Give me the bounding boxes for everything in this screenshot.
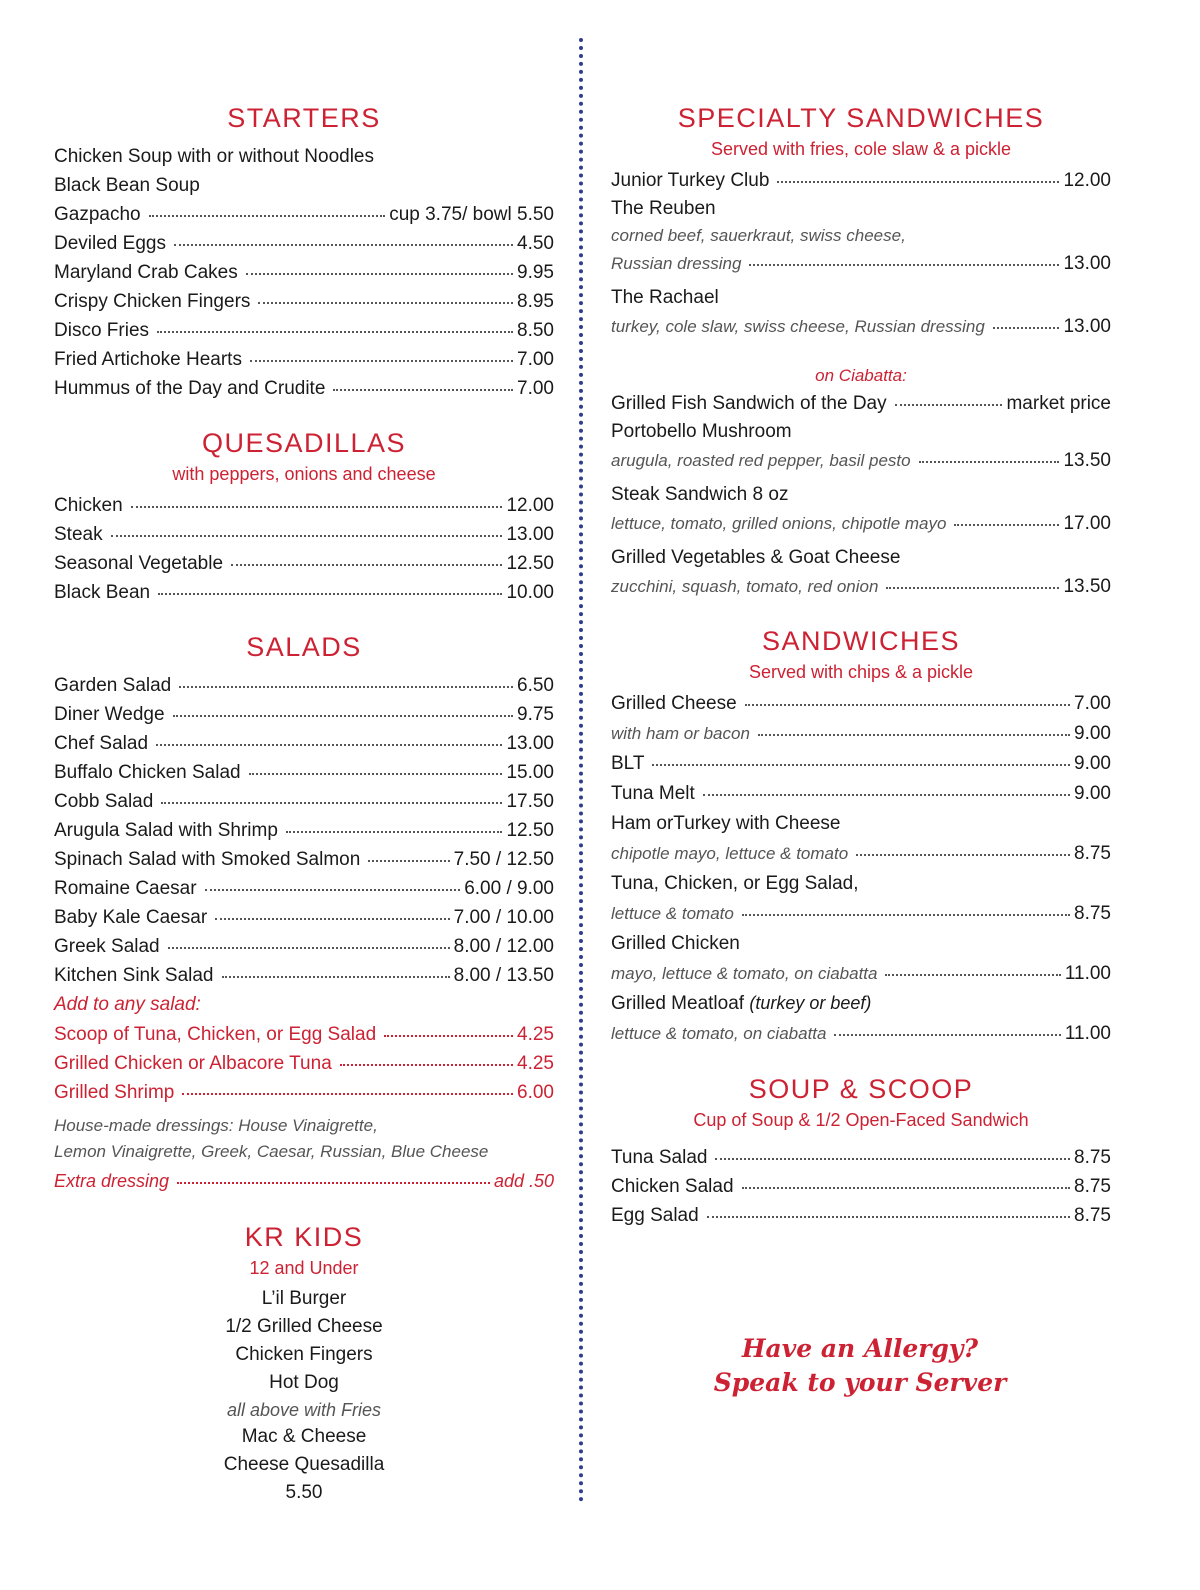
menu-item-price: 4.25 [517,1053,554,1074]
salads-list [54,671,554,990]
menu-item-name: Chicken [54,495,123,516]
menu-item-price: 8.75 [1074,1147,1111,1168]
menu-item: BLT 9.00 [611,753,1111,774]
menu-item-name: Grilled Chicken or Albacore Tuna [54,1053,332,1074]
menu-item-price: 10.00 [506,582,554,603]
menu-item-desc: corned beef, sauerkraut, swiss cheese, [611,226,906,245]
sandwiches-title: SANDWICHES [761,626,960,656]
menu-item-price: 9.75 [517,704,554,725]
menu-item-title: Ham orTurkey with Cheese [611,813,841,834]
menu-item: with ham or bacon 9.00 [611,723,1111,744]
menu-item: lettuce, tomato, grilled onions, chipotle mayo 17.00 [611,513,1111,534]
quesadillas-title: QUESADILLAS [201,428,407,458]
menu-item-price: 12.50 [506,820,554,841]
list-item: L’il Burger [261,1288,347,1309]
menu-item: Junior Turkey Club 12.00 [611,170,1111,191]
menu-item [54,903,554,932]
menu-item-name: Egg Salad [611,1205,699,1226]
sandwiches-subtitle: Served with chips & a pickle [748,662,974,682]
menu-item [54,316,554,345]
ciabatta-label: on Ciabatta: [815,366,907,385]
menu-item [54,845,554,874]
menu-item-price: 7.00 [517,349,554,370]
menu-item-price: 8.00 / 12.00 [453,936,554,957]
menu-item [54,729,554,758]
specialty-subtitle: Served with fries, cole slaw & a pickle [710,139,1012,159]
menu-item-name: Cobb Salad [54,791,154,812]
starters-title: STARTERS [227,103,381,133]
allergy-notice [700,1332,1020,1400]
menu-item: zucchini, squash, tomato, red onion 13.50 [611,576,1111,597]
menu-item-price: 13.00 [506,733,554,754]
menu-item-name: Deviled Eggs [54,233,166,254]
menu-item-name: Kitchen Sink Salad [54,965,214,986]
menu-item-name: Black Bean [54,582,151,603]
kids-subtitle: 12 and Under [249,1258,359,1278]
dressings-line-1: House-made dressings: House Vinaigrette, [54,1116,378,1135]
menu-item-name: Chicken Salad [611,1176,734,1197]
kids-note: all above with Fries [226,1400,382,1420]
menu-item-price: 4.25 [517,1024,554,1045]
menu-item-name: Disco Fries [54,320,150,341]
menu-item-price: 15.00 [506,762,554,783]
menu-item-name: Fried Artichoke Hearts [54,349,242,370]
menu-item-price: 7.00 [517,378,554,399]
menu-item-price: 6.50 [517,675,554,696]
menu-item-price: 12.00 [506,495,554,516]
menu-item-price: cup 3.75/ bowl 5.50 [389,204,554,225]
menu-item-title: The Reuben [611,198,716,219]
menu-item: arugula, roasted red pepper, basil pesto 13.50 [611,450,1111,471]
menu-item-price: 8.75 [1074,1176,1111,1197]
menu-item [611,1172,1111,1201]
menu-item [54,671,554,700]
left-column [54,100,554,1507]
menu-item: Russian dressing 13.00 [611,253,1111,274]
menu-item-name: Seasonal Vegetable [54,553,224,574]
menu-item-name: Scoop of Tuna, Chicken, or Egg Salad [54,1024,377,1045]
salad-addons-label: Add to any salad: [54,994,201,1015]
menu-item [54,874,554,903]
menu-item-name: Arugula Salad with Shrimp [54,820,278,841]
menu-item [54,491,554,520]
menu-item-name: Grilled Shrimp [54,1082,175,1103]
menu-item-price: 12.50 [506,553,554,574]
menu-item-name: Steak [54,524,103,545]
menu-item-name: Crispy Chicken Fingers [54,291,251,312]
kids-price: 5.50 [285,1482,323,1503]
salad-addons-list [54,1020,554,1107]
menu-item [54,345,554,374]
column-divider [579,38,583,1503]
menu-item-name: Diner Wedge [54,704,165,725]
menu-item-price: 7.00 / 10.00 [453,907,554,928]
specialty-title: SPECIALTY SANDWICHES [677,103,1045,133]
menu-item-title: The Rachael [611,287,719,308]
quesadillas-list [54,491,554,607]
menu-item: Chicken Soup with or without Noodles [54,146,375,167]
menu-item: lettuce & tomato 8.75 [611,903,1111,924]
menu-item-price: 6.00 / 9.00 [464,878,554,899]
menu-item: turkey, cole slaw, swiss cheese, Russian dressing 13.00 [611,316,1111,337]
menu-item-name: Tuna Salad [611,1147,708,1168]
quesadillas-subtitle: with peppers, onions and cheese [172,464,436,484]
menu-item: chipotle mayo, lettuce & tomato 8.75 [611,843,1111,864]
menu-item-name: Chef Salad [54,733,149,754]
menu-item [54,961,554,990]
soup-scoop-subtitle: Cup of Soup & 1/2 Open-Faced Sandwich [693,1110,1029,1130]
list-item: Mac & Cheese [241,1426,367,1447]
dressings-line-2: Lemon Vinaigrette, Greek, Caesar, Russian, Blue Cheese [54,1142,489,1161]
menu-item [54,787,554,816]
menu-item-price: 13.00 [506,524,554,545]
menu-item-price: 9.95 [517,262,554,283]
menu-item [611,1143,1111,1172]
menu-item: Tuna Melt 9.00 [611,783,1111,804]
allergy-line-2: Speak to your Server [713,1368,1007,1397]
menu-item: Grilled Cheese 7.00 [611,693,1111,714]
menu-item [54,549,554,578]
list-item: 1/2 Grilled Cheese [225,1316,383,1337]
menu-item [54,374,554,403]
kids-menu [54,1285,554,1507]
menu-item-price: 8.50 [517,320,554,341]
list-item: Hot Dog [269,1372,339,1393]
menu-item [54,758,554,787]
menu-item [54,229,554,258]
menu-item-name: Garden Salad [54,675,172,696]
soup-scoop-list [611,1143,1111,1230]
menu-item-title: Steak Sandwich 8 oz [611,484,789,505]
list-item: Chicken Fingers [235,1344,373,1365]
menu-item-price: 7.50 / 12.50 [453,849,554,870]
menu-item-name: Gazpacho [54,204,141,225]
menu-item [54,287,554,316]
menu-item: mayo, lettuce & tomato, on ciabatta 11.00 [611,963,1111,984]
menu-item-title: Grilled Chicken [611,933,740,954]
menu-item-name: Spinach Salad with Smoked Salmon [54,849,361,870]
menu-item [54,258,554,287]
menu-item-price: 17.50 [506,791,554,812]
menu-item-price: 8.95 [517,291,554,312]
menu-item [54,1078,554,1107]
menu-item: lettuce & tomato, on ciabatta 11.00 [611,1023,1111,1044]
salads-title: SALADS [246,632,362,662]
menu-item [611,1201,1111,1230]
menu-item [54,520,554,549]
menu-item-name: Buffalo Chicken Salad [54,762,241,783]
menu-item-name: Hummus of the Day and Crudite [54,378,326,399]
kids-title: KR KIDS [244,1222,364,1252]
list-item: Cheese Quesadilla [223,1454,385,1475]
extra-dressing-row: Extra dressing add .50 [54,1171,554,1191]
menu-item [54,700,554,729]
menu-item [54,816,554,845]
menu-item-title: Portobello Mushroom [611,421,792,442]
menu-item-price: 6.00 [517,1082,554,1103]
menu-item-price: 4.50 [517,233,554,254]
menu-item [54,932,554,961]
menu-item-price: 8.00 / 13.50 [453,965,554,986]
right-column [611,100,1111,1230]
starters-list [54,200,554,403]
menu-item [54,200,554,229]
menu-item-title: Tuna, Chicken, or Egg Salad, [611,873,859,894]
soup-scoop-title: SOUP & SCOOP [748,1074,974,1104]
menu-item [54,578,554,607]
menu-item [54,1049,554,1078]
menu-item-title: Grilled Meatloaf (turkey or beef) [611,993,872,1014]
allergy-line-1: Have an Allergy? [741,1334,979,1363]
menu-item-price: 8.75 [1074,1205,1111,1226]
menu-item-title: Grilled Vegetables & Goat Cheese [611,547,901,568]
menu-item-name: Romaine Caesar [54,878,197,899]
menu-item: Black Bean Soup [54,175,200,196]
menu-item [54,1020,554,1049]
menu-item-name: Greek Salad [54,936,160,957]
menu-item: Grilled Fish Sandwich of the Day market price [611,393,1111,414]
menu-item-name: Maryland Crab Cakes [54,262,238,283]
menu-item-name: Baby Kale Caesar [54,907,208,928]
